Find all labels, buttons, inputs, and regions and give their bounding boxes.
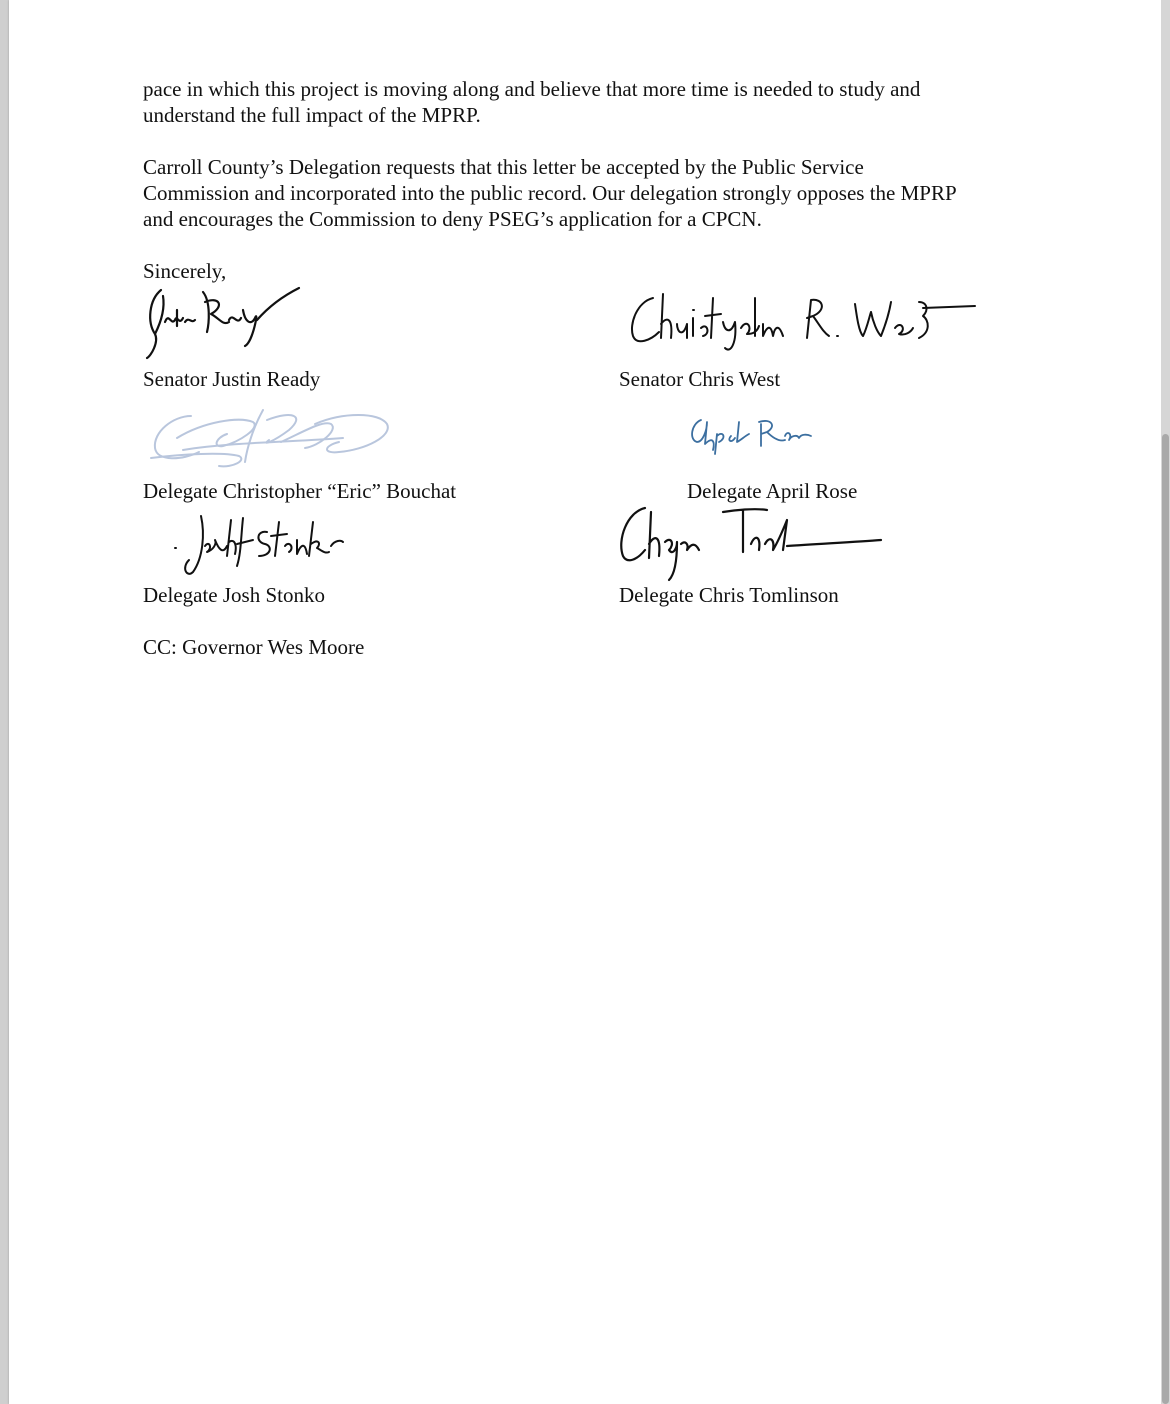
paragraph-1-line-1: pace in which this project is moving along and believe that more time is needed to study and bbox=[143, 77, 921, 101]
paragraph-2-line-3: and encourages the Commission to deny PSEG’s application for a CPCN. bbox=[143, 207, 762, 231]
signature-chris-west bbox=[623, 288, 973, 358]
signature-april-rose bbox=[687, 414, 817, 458]
signatory-name-tomlinson: Delegate Chris Tomlinson bbox=[619, 583, 839, 607]
signature-chris-tomlinson bbox=[615, 500, 885, 584]
signatory-name-rose: Delegate April Rose bbox=[687, 479, 858, 503]
paragraph-1-line-2: understand the full impact of the MPRP. bbox=[143, 103, 481, 127]
signature-josh-stonko bbox=[171, 510, 351, 580]
scrollbar-thumb[interactable] bbox=[1162, 434, 1169, 1404]
signature-justin-ready bbox=[141, 282, 301, 362]
paragraph-2-line-1: Carroll County’s Delegation requests that this letter be accepted by the Public Service bbox=[143, 155, 864, 179]
signature-eric-bouchat bbox=[143, 402, 393, 476]
signatory-name-stonko: Delegate Josh Stonko bbox=[143, 583, 325, 607]
paragraph-2-line-2: Commission and incorporated into the public record. Our delegation strongly opposes the MPRP bbox=[143, 181, 957, 205]
closing-salutation: Sincerely, bbox=[143, 259, 227, 283]
signatory-name-west: Senator Chris West bbox=[619, 367, 781, 391]
signatory-name-bouchat: Delegate Christopher “Eric” Bouchat bbox=[143, 479, 457, 503]
document-page bbox=[9, 0, 1161, 1404]
signatory-name-ready: Senator Justin Ready bbox=[143, 367, 321, 391]
cc-line: CC: Governor Wes Moore bbox=[143, 635, 365, 659]
